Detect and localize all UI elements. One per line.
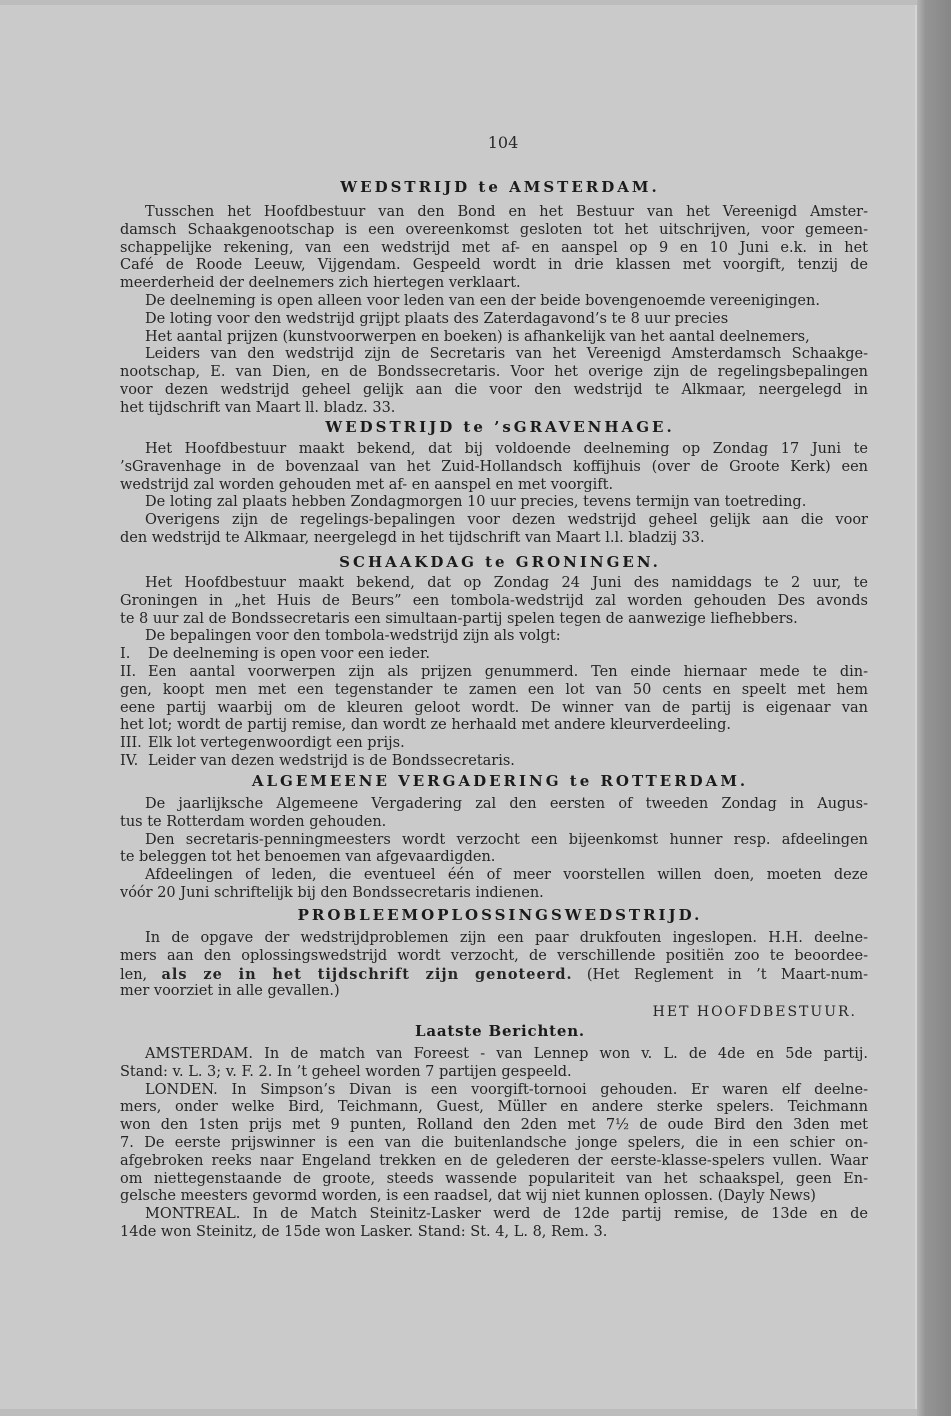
text-line (120, 664, 868, 682)
line-text: vóór 20 Juni schriftelijk bij den Bondssecretaris indienen. (120, 884, 544, 901)
text-line (120, 1171, 868, 1189)
list-number: IV. (120, 752, 139, 769)
line-text: afgebroken reeks naar Engeland trekken en de gelederen der eerste-klasse-spelers vullen. Waar (120, 1152, 868, 1169)
line-text: mers, onder welke Bird, Teichmann, Guest, Müller en andere sterke spelers. Teichmann (120, 1099, 868, 1116)
page-number: 104 (487, 133, 519, 152)
text-line (120, 1135, 868, 1153)
text-line (120, 796, 868, 814)
text-line (120, 329, 868, 347)
list-number: II. (120, 663, 137, 680)
paragraph (120, 1082, 868, 1207)
line-text: meerderheid der deelnemers zich hiertegen verklaart. (120, 275, 521, 292)
paragraph (120, 832, 868, 868)
line-text: wedstrijd zal worden gehouden met af- en aanspel en met voorgift. (120, 476, 614, 493)
line-text: Leiders van den wedstrijd zijn de Secretaris van het Vereenigd Amsterdamsch Schaakge- (145, 346, 868, 363)
line-text: het lot; wordt de partij remise, dan wordt ze herhaald met andere kleurverdeeling. (120, 717, 732, 734)
line-text: Een aantal voorwerpen zijn als prijzen genummerd. Ten einde hiernaar mede te din- (148, 663, 868, 680)
line-text: te beleggen tot het benoemen van afgevaardigden. (120, 849, 496, 866)
text-line (120, 753, 868, 771)
line-text: 14de won Steinitz, de 15de won Lasker. Stand: St. 4, L. 8, Rem. 3. (120, 1223, 608, 1240)
text-line (120, 530, 868, 548)
text-line (120, 593, 868, 611)
line-text: damsch Schaakgenootschap is een overeenkomst gesloten tot het uitschrijven, voor gemeen- (120, 221, 868, 238)
text-line (120, 382, 868, 400)
article-heading: PROBLEEMOPLOSSINGSWEDSTRIJD. (297, 906, 703, 924)
paragraph (120, 204, 868, 293)
scan-edge-line (915, 0, 917, 1416)
paragraph (120, 867, 868, 903)
text-line (120, 700, 868, 718)
paragraph (120, 930, 868, 1001)
text-line (120, 983, 868, 1001)
line-text: mers aan den oplossingswedstrijd wordt verzocht, de verschillende positiën zoo te beoordee- (120, 947, 868, 964)
text-line (120, 1188, 868, 1206)
line-text: LONDEN. In Simpson’s Divan is een voorgift-tornooi gehouden. Er waren elf deelne- (145, 1081, 868, 1098)
list-number: I. (120, 646, 131, 663)
text-line (120, 682, 868, 700)
line-text-segment: len, (120, 966, 162, 983)
list-item (120, 753, 868, 771)
text-line (120, 735, 868, 753)
text-line (120, 930, 868, 948)
text-line (120, 494, 868, 512)
list-item (120, 664, 868, 735)
list-item (120, 646, 868, 664)
line-text: Café de Roode Leeuw, Vijgendam. Gespeeld wordt in drie klassen met voorgift, tenzij de (120, 257, 868, 274)
line-text-segment: (Het Reglement in ’t Maart-num- (572, 966, 868, 983)
text-line (120, 628, 868, 646)
text-line (120, 346, 868, 364)
line-text: AMSTERDAM. In de match van Foreest - van Lennep won v. L. de 4de en 5de partij. (145, 1046, 868, 1062)
text-line (120, 611, 868, 629)
text-line (120, 257, 868, 275)
paragraph (120, 329, 868, 347)
paragraph (120, 1206, 868, 1242)
paragraph (120, 796, 868, 832)
text-line (120, 1099, 868, 1117)
line-text: 7. De eerste prijswinner is een van die buitenlandsche jonge spelers, die in een schier on- (120, 1134, 868, 1151)
text-line (120, 459, 868, 477)
text-line (120, 814, 868, 832)
line-text: Tusschen het Hoofdbestuur van den Bond en het Bestuur van het Vereenigd Amster- (145, 204, 868, 220)
paragraph (120, 346, 868, 417)
line-text: Elk lot vertegenwoordigt een prijs. (148, 735, 405, 752)
line-text: Het Hoofdbestuur maakt bekend, dat op Zondag 24 Juni des namiddags te 2 uur, te (145, 575, 869, 591)
scan-edge-top (0, 0, 917, 5)
paragraph (120, 311, 868, 329)
line-text: De loting zal plaats hebben Zondagmorgen 10 uur precies, tevens termijn van toetreding. (145, 494, 807, 511)
line-text: won den 1sten prijs met 9 punten, Rolland den 2den met 7½ de oude Bird den 3den met (120, 1117, 868, 1134)
line-text: Stand: v. L. 3; v. F. 2. In ’t geheel worden 7 partijen gespeeld. (120, 1063, 572, 1080)
line-text: Afdeelingen of leden, die eventueel één of meer voorstellen willen doen, moeten deze (145, 867, 868, 884)
text-line (120, 867, 868, 885)
text-line (120, 240, 868, 258)
text-line (120, 1117, 868, 1135)
line-text: den wedstrijd te Alkmaar, neergelegd in het tijdschrift van Maart l.l. bladzij 33. (120, 529, 705, 546)
text-line (120, 646, 868, 664)
article-heading: ALGEMEENE VERGADERING te ROTTERDAM. (251, 772, 749, 790)
scan-edge-bottom (0, 1409, 917, 1416)
text-line (120, 885, 868, 903)
article-body (120, 204, 868, 418)
article-heading: Laatste Berichten. (415, 1022, 585, 1040)
text-line (120, 1046, 868, 1064)
line-text: tus te Rotterdam worden gehouden. (120, 813, 387, 830)
signature: HET HOOFDBESTUUR. (652, 1004, 857, 1020)
text-line (120, 966, 868, 984)
text-line (120, 1206, 868, 1224)
text-line (120, 832, 868, 850)
text-line (120, 849, 868, 867)
line-text: voor dezen wedstrijd geheel gelijk aan die voor den wedstrijd te Alkmaar, neergelegd in (120, 381, 868, 398)
text-line (120, 364, 868, 382)
line-text: Den secretaris-penningmeesters wordt verzocht een bijeenkomst hunner resp. afdeelingen (145, 831, 868, 848)
line-text (120, 966, 868, 985)
text-line (120, 477, 868, 495)
article-body (120, 930, 868, 1001)
text-line (120, 717, 868, 735)
paragraph (120, 494, 868, 512)
text-line (120, 441, 868, 459)
line-text: De jaarlijksche Algemeene Vergadering zal den eersten of tweeden Zondag in Augus- (145, 796, 868, 812)
line-text: Groningen in „het Huis de Beurs” een tombola-wedstrijd zal worden gehouden Des avonds (120, 592, 868, 609)
text-line (120, 512, 868, 530)
line-text: nootschap, E. van Dien, en de Bondssecretaris. Voor het overige zijn de regelingsbepalingen (120, 364, 868, 381)
line-text: Overigens zijn de regelings-bepalingen voor dezen wedstrijd geheel gelijk aan die voor (145, 512, 868, 529)
article-heading: WEDSTRIJD te AMSTERDAM. (340, 178, 660, 196)
line-text: De deelneming is open voor een ieder. (148, 646, 430, 663)
line-text: gen, koopt men met een tegenstander te zamen een lot van 50 cents en speelt met hem (120, 681, 868, 698)
line-text: schappelijke rekening, van een wedstrijd met af- en aanspel op 9 en 10 Juni e.k. in het (120, 239, 868, 256)
line-text: eene partij waarbij om de kleuren geloot wordt. De winner van de partij is eigenaar van (120, 699, 868, 716)
text-line (120, 400, 868, 418)
line-text: In de opgave der wedstrijdproblemen zijn een paar drukfouten ingeslopen. H.H. deelne- (145, 930, 868, 946)
text-line (120, 204, 868, 222)
text-line (120, 293, 868, 311)
text-line (120, 575, 868, 593)
list-item (120, 735, 868, 753)
text-line (120, 222, 868, 240)
text-line (120, 311, 868, 329)
text-line (120, 1082, 868, 1100)
paragraph (120, 575, 868, 628)
text-line (120, 948, 868, 966)
article-body (120, 796, 868, 903)
article-body (120, 575, 868, 771)
paragraph (120, 512, 868, 548)
paragraph (120, 293, 868, 311)
line-text: het tijdschrift van Maart ll. bladz. 33. (120, 399, 396, 416)
line-text: mer voorziet in alle gevallen.) (120, 983, 340, 1000)
paragraph (120, 441, 868, 494)
list-number: III. (120, 735, 142, 752)
line-text: ’sGravenhage in de bovenzaal van het Zuid-Hollandsch koffijhuis (over de Groote Kerk) een (120, 458, 868, 475)
text-line (120, 1153, 868, 1171)
line-text: MONTREAL. In de Match Steinitz-Lasker werd de 12de partij remise, de 13de en de (145, 1206, 868, 1223)
text-line (120, 275, 868, 293)
line-text: Het Hoofdbestuur maakt bekend, dat bij voldoende deelneming op Zondag 17 Juni te (145, 441, 868, 457)
text-line (120, 1224, 868, 1242)
scan-edge-right (917, 0, 951, 1416)
paragraph (120, 628, 868, 646)
emphasized-text: als ze in het tijdschrift zijn genoteerd. (161, 965, 573, 983)
line-text: Leider van dezen wedstrijd is de Bondssecretaris. (148, 752, 515, 769)
line-text: om niettegenstaande de groote, steeds wassende populariteit van het schaakspel, geen En- (120, 1170, 868, 1187)
line-text: Het aantal prijzen (kunstvoorwerpen en boeken) is afhankelijk van het aantal deelnemers, (145, 328, 810, 345)
line-text: gelsche meesters gevormd worden, is een raadsel, dat wij niet kunnen oplossen. (Dayly News) (120, 1188, 816, 1205)
article-heading: SCHAAKDAG te GRONINGEN. (339, 553, 661, 571)
line-text: te 8 uur zal de Bondssecretaris een simultaan-partij spelen tegen de aanwezige liefhebbers. (120, 610, 798, 627)
line-text: De bepalingen voor den tombola-wedstrijd zijn als volgt: (145, 628, 561, 645)
article-body (120, 1046, 868, 1242)
line-text: De deelneming is open alleen voor leden van een der beide bovengenoemde vereenigingen. (145, 292, 820, 309)
text-line (120, 1064, 868, 1082)
line-text: De loting voor den wedstrijd grijpt plaats des Zaterdagavond’s te 8 uur precies (145, 310, 729, 327)
article-heading: WEDSTRIJD te ’sGRAVENHAGE. (325, 418, 675, 436)
paragraph (120, 1046, 868, 1082)
article-body (120, 441, 868, 548)
